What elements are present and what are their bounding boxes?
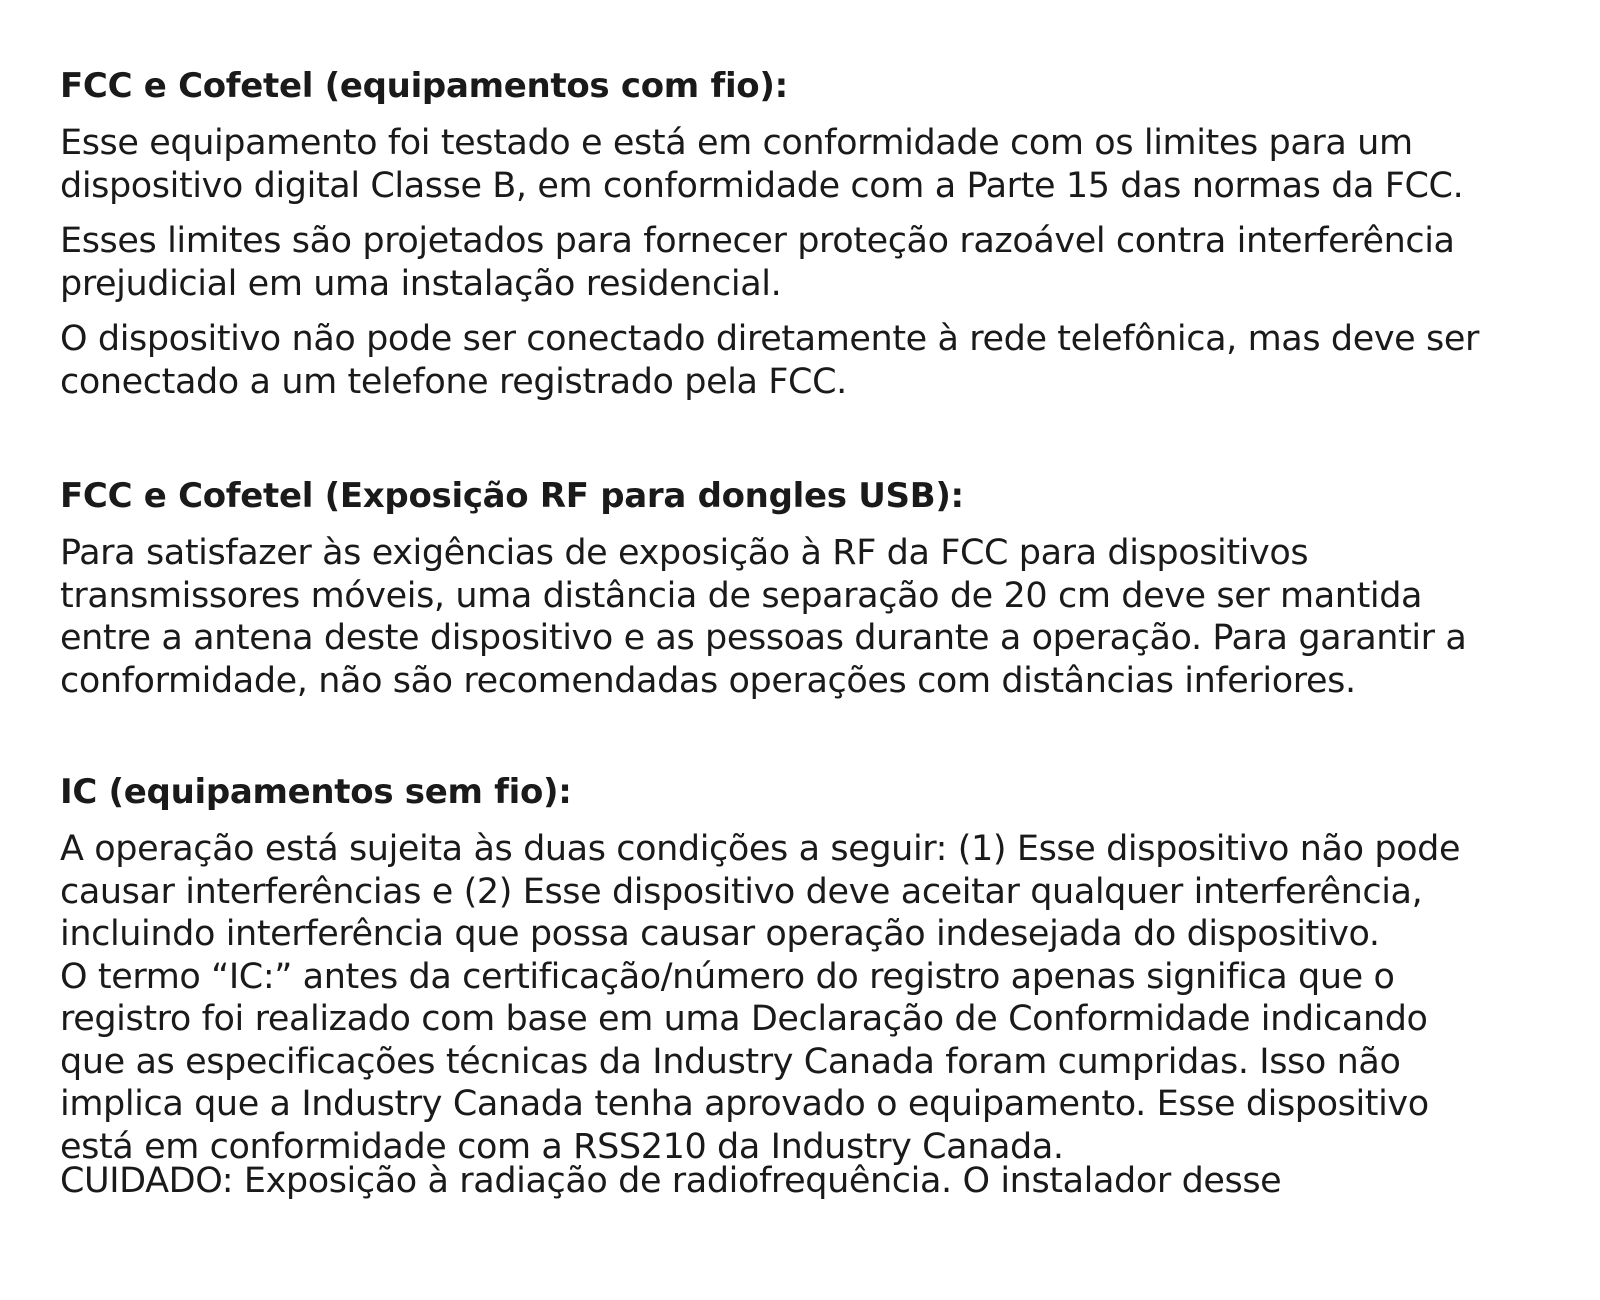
- text-line: Para satisfazer às exigências de exposição à RF da FCC para dispositivos: [60, 533, 1309, 573]
- text-line: implica que a Industry Canada tenha aprovado o equipamento. Esse dispositivo: [60, 1084, 1429, 1124]
- text-line: incluindo interferência que possa causar operação indesejada do dispositivo.: [60, 914, 1380, 954]
- text-line: Esse equipamento foi testado e está em conformidade com os limites para um: [60, 123, 1413, 163]
- paragraph-caution: [60, 1160, 1281, 1203]
- section-title-ic-wireless: IC (equipamentos sem fio):: [60, 772, 572, 812]
- text-line: O dispositivo não pode ser conectado diretamente à rede telefônica, mas deve ser: [60, 319, 1479, 359]
- paragraph-class-b-compliance: [60, 122, 1463, 207]
- paragraph-rf-exposure: [60, 532, 1466, 702]
- paragraph-limits: [60, 220, 1455, 305]
- text-line: conectado a um telefone registrado pela FCC.: [60, 361, 847, 402]
- text-line: registro foi realizado com base em uma Declaração de Conformidade indicando: [60, 999, 1428, 1039]
- text-line: prejudicial em uma instalação residencial.: [60, 263, 782, 304]
- text-line: CUIDADO: Exposição à radiação de radiofrequência. O instalador desse: [60, 1161, 1282, 1201]
- paragraph-ic-conditions: [60, 828, 1460, 1168]
- text-line: conformidade, não são recomendadas operações com distâncias inferiores.: [60, 660, 1356, 701]
- text-line: Esses limites são projetados para fornecer proteção razoável contra interferência: [60, 221, 1455, 261]
- section-title-fcc-wired: FCC e Cofetel (equipamentos com fio):: [60, 66, 788, 106]
- text-line: O termo “IC:” antes da certificação/número do registro apenas significa que o: [60, 956, 1395, 997]
- section-title-fcc-rf-exposure: FCC e Cofetel (Exposição RF para dongles USB):: [60, 476, 964, 516]
- text-line: transmissores móveis, uma distância de separação de 20 cm deve ser mantida: [60, 575, 1423, 616]
- text-line: entre a antena deste dispositivo e as pessoas durante a operação. Para garantir a: [60, 618, 1467, 658]
- text-line: dispositivo digital Classe B, em conformidade com a Parte 15 das normas da FCC.: [60, 165, 1464, 206]
- paragraph-telephone-network: [60, 318, 1479, 403]
- text-line: A operação está sujeita às duas condições a seguir: (1) Esse dispositivo não pode: [60, 829, 1461, 869]
- text-line: está em conformidade com a RSS210 da Industry Canada.: [60, 1126, 1064, 1167]
- text-line: causar interferências e (2) Esse dispositivo deve aceitar qualquer interferência,: [60, 871, 1423, 912]
- text-line: que as especificações técnicas da Industry Canada foram cumpridas. Isso não: [60, 1041, 1401, 1082]
